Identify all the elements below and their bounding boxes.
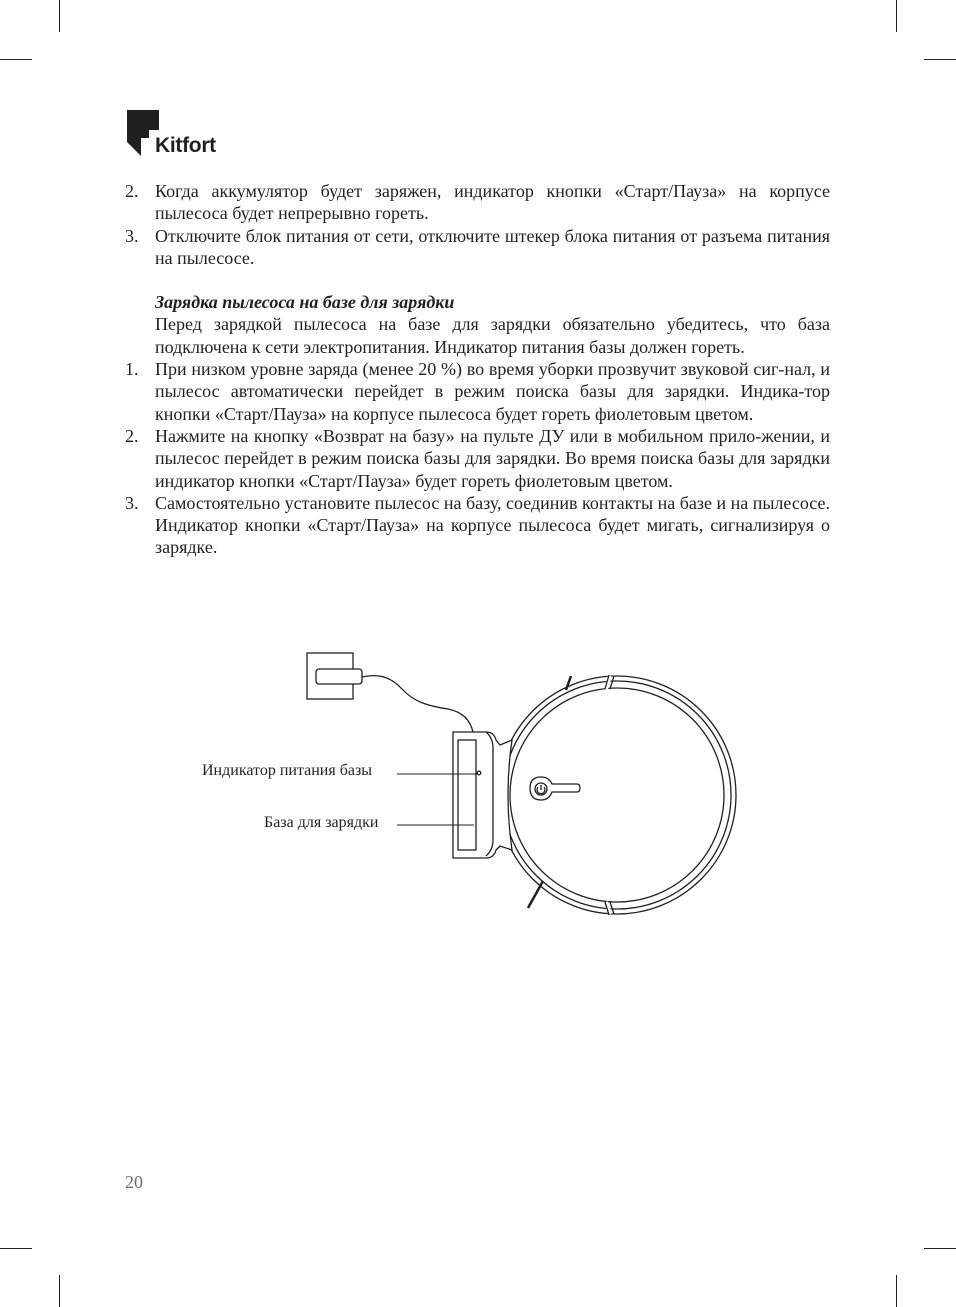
crop-mark <box>59 1275 60 1307</box>
item-number: 2. <box>125 425 139 446</box>
list-item <box>125 225 830 270</box>
list-item <box>125 180 830 225</box>
crop-mark <box>0 59 32 60</box>
page-content <box>125 180 830 559</box>
item-number: 3. <box>125 225 139 246</box>
charging-base-label: База для зарядки <box>264 814 379 831</box>
crop-mark <box>0 1248 32 1249</box>
crop-mark <box>896 1275 897 1307</box>
item-text: Отключите блок питания от сети, отключите штекер блока питания от разъема питания на пылесосе. <box>155 225 830 268</box>
crop-mark <box>924 1248 956 1249</box>
brand-name: Kitfort <box>155 134 216 157</box>
list-item <box>125 358 830 425</box>
base-indicator-label: Индикатор питания базы <box>202 762 373 779</box>
charging-diagram-illustration <box>0 640 956 940</box>
item-number: 3. <box>125 492 139 513</box>
item-text: Самостоятельно установите пылесос на базу, соединив контакты на базе и на пылесосе. Индикатор кнопки «Старт/Пауза» на корпусе пылесоса будет мигать, сигнализируя о зарядке. <box>155 492 830 558</box>
item-text: Когда аккумулятор будет заряжен, индикатор кнопки «Старт/Пауза» на корпусе пылесоса будет непрерывно гореть. <box>155 181 830 224</box>
charging-diagram <box>0 640 956 940</box>
list-item <box>125 425 830 492</box>
section-heading: Зарядка пылесоса на базе для зарядки <box>155 292 455 313</box>
robot-vacuum-icon <box>498 676 736 914</box>
power-cable <box>362 676 473 732</box>
item-text: Нажмите на кнопку «Возврат на базу» на пульте ДУ или в мобильном прило-жении, и пылесос перейдет в режим поиска базы для зарядки. Во время поиска базы для зарядки индикатор кнопки «Старт/Пауза» будет гореть фиолетовым цветом. <box>155 425 830 491</box>
charging-base-icon <box>453 732 512 858</box>
item-number: 2. <box>125 181 139 201</box>
item-number: 1. <box>125 359 139 380</box>
crop-mark <box>924 59 956 60</box>
section-intro: Перед зарядкой пылесоса на базе для зарядки обязательно убедитесь, что база подключена к сети электропитания. Индикатор питания базы должен гореть. <box>155 314 830 357</box>
item-text: При низком уровне заряда (менее 20 %) во время уборки прозвучит звуковой сиг-нал, и пылесос автоматически перейдет в режим поиска базы для зарядки. Индика-тор кнопки «Старт/Пауза» на корпусе пылесоса будет гореть фиолетовым цветом. <box>155 359 830 424</box>
page-number: 20 <box>125 1172 143 1192</box>
crop-mark <box>59 0 60 32</box>
list-item <box>125 492 830 559</box>
crop-mark <box>896 0 897 32</box>
